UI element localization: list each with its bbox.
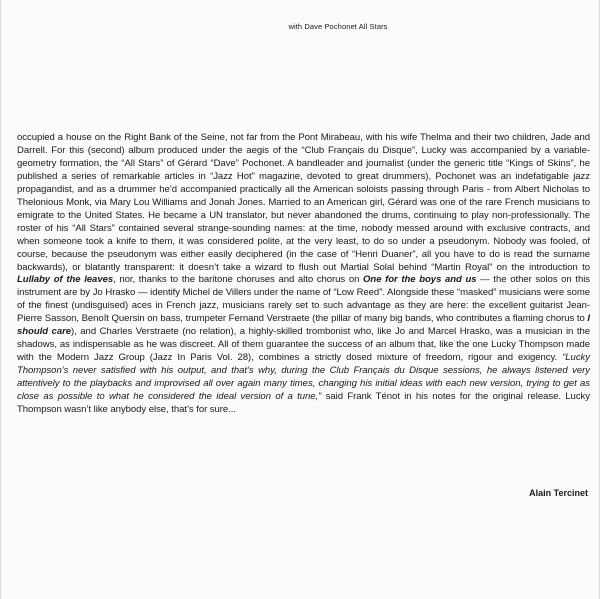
page-header <box>0 22 600 31</box>
track-title: Lullaby of the leaves <box>17 274 114 286</box>
author-signature: Alain Tercinet <box>529 488 588 498</box>
track-title: I should care <box>17 313 590 338</box>
text-segment: ), and Charles Verstraete (no relation), a highly-skilled trombonist who, like Jo and Marcel Hrasko, was a musician in the shadows, as indispensable as he was discreet. All of them guarantee the success of an album that, like the one Lucky Thompson made with the Modern Jazz Group (Jazz In Paris Vol. 28), combines a strictly dosed mixture of freedom, rigour and exigency. <box>17 326 590 364</box>
track-title: One for the boys and us <box>363 274 477 286</box>
text-segment: , nor, thanks to the baritone choruses and alto chorus on <box>113 274 364 286</box>
text-segment: — the other solos on this instrument are by Jo Hrasko — identify Michel de Villers under the name of “Low Reed”. Alongside these “masked” musicians were some of the finest (undisguised) aces in French jazz, musicians rarely set to such advantage as they are here: the excellent guitarist Jean-Pierre Sasson, Benoît Quersin on bass, trumpeter Fernand Verstraete (the pillar of many big bands, who contributes a flaming chorus to <box>17 274 590 325</box>
article-body <box>17 132 590 417</box>
quote: “Lucky Thompson’s never satisfied with his output, and that’s why, during the Club Français du Disque sessions, he always listened very attentively to the playbacks and improvised all over again many times, changing his initial ideas with each new version, trying to get as close as possible to what he considered the ideal version of a tune,” <box>17 352 590 403</box>
page-left-edge <box>0 0 1 599</box>
text-segment: occupied a house on the Right Bank of the Seine, not far from the Pont Mirabeau, with his wife Thelma and their two children, Jade and Darrell. For this (second) album produced under the aegis of the “Club Français du Disque”, Lucky was accompanied by a variable-geometry formation, the “All Stars” of Gérard “Dave” Pochonet. A bandleader and journalist (under the generic title “Kings of Skins”, he published a series of remarkable articles in “Jazz Hot” magazine, devoted to great drummers), Pochonet was an indefatigable jazz propagandist, and as a drummer he’d accompanied practically all the American soloists passing through Paris - from Albert Nicholas to Thelonious Monk, via Mary Lou Williams and Jonah Jones. Married to an American girl, Gérard was one of the rare French musicians to emigrate to the United States. He became a UN translator, but never abandoned the drums, continuing to play non-professionally. The roster of his “All Stars” contained several strange-sounding names: at the time, nobody messed around with exclusive contracts, and when someone took a knife to them, it was considered polite, at the very least, to do so under a pseudonym. Nobody was fooled, of course, because the pseudonym was either easily deciphered (in the case of “Henri Duaner”, all you have to do is read the surname backwards), or blatantly transparent: it doesn’t take a wizard to flush out Martial Solal behind “Martin Royal” on the introduction to <box>17 132 590 273</box>
text-segment: said Frank Ténot in his notes for the original release. Lucky Thompson wasn’t like anybody else, that’s for sure... <box>17 391 590 416</box>
header-credit: with Dave Pochonet All Stars <box>288 22 388 31</box>
article-paragraph <box>17 132 590 417</box>
